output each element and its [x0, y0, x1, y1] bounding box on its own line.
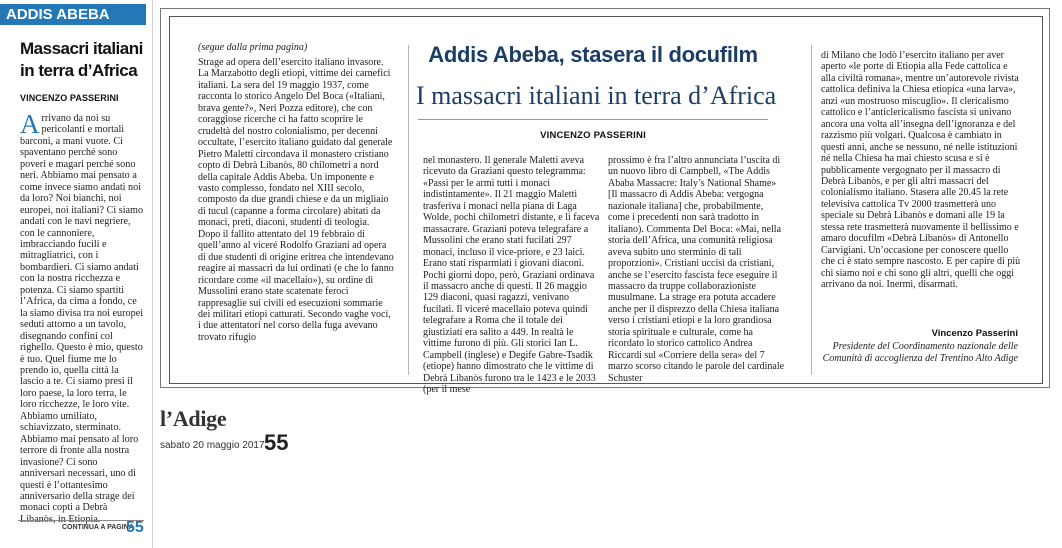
continued-label: (segue dalla prima pagina) [198, 42, 308, 53]
column-divider [408, 45, 409, 375]
article-column-2: nel monastero. Il generale Maletti aveva ricevuto da Graziani questo telegramma: «Passi per le armi tutti i monaci indistintamente». Il 21 maggio Maletti trasferiva i monaci nella piana di Laga Wolde, pochi chilometri distante, e li faceva massacrare. Graziani poteva telegrafare a Mussolini che erano stati fucilati 297 monaci, incluso il vice-priore, e 23 laici. Erano stati risparmiati i giovani diaconi. Pochi giorni dopo, però, Graziani ordinava il massacro anche di questi. Il 26 maggio 129 diaconi, quasi ragazzi, venivano fucilati. Il viceré macellaio poteva quindi telegrafare a Roma che il totale dei giustiziati era salito a 449. In realtà le vittime furono di più. Gli storici Ian L. Campbell (inglese) e Degife Gabre-Tsadik (etiope) hanno dimostrato che le vittime di Debrà Libanòs furono tra le 1423 e le 2033 (per il mese [423, 155, 600, 396]
front-column [0, 0, 153, 548]
signature-role: Presidente del Coordinamento nazionale delle Comunità di accoglienza del Trentino Alto Adige [822, 341, 1018, 364]
article-frame [169, 16, 1043, 396]
continue-page-number[interactable]: 55 [126, 519, 144, 536]
front-body [20, 109, 144, 525]
column-divider [811, 45, 812, 375]
newspaper-masthead: l’Adige [160, 406, 227, 431]
article-kicker: Addis Abeba, stasera il docufilm [428, 42, 758, 67]
front-byline: VINCENZO PASSERINI [20, 93, 119, 103]
article-column-3: prossimo è fra l’altro annunciata l’uscita di un nuovo libro di Campbell, «The Addis Ababa Massacre: Italy’s National Shame» [Il massacro di Addis Abeba: vergogna nazionale italiana] che, probabilmente, come i precedenti non sarà tradotto in italiano). Commenta Del Boca: «Mai, nella storia dell’Africa, una comunità religiosa aveva subito uno sterminio di tali proporzioni». Cristiani uccisi da cristiani, anche se l’esercito fascista fece eseguire il massacro da truppe collaborazioniste musulmane. La strage era potuta accadere anche per il disprezzo della Chiesa italiana verso i cristiani etiopi e la loro grandiosa storia spirituale e culturale, come ha ricordato lo storico cattolico Andrea Riccardi sul «Corriere della sera» del 7 marzo scorso citando le parole del cardinale Schuster [608, 155, 785, 384]
article-byline: VINCENZO PASSERINI [540, 130, 646, 141]
article-headline: I massacri italiani in terra d’Africa [416, 81, 777, 110]
section-label: ADDIS ABEBA [0, 4, 146, 25]
article-column-4: di Milano che lodò l’esercito italiano per aver aperto «le porte di Etiopia alla Fede cattolica e alla civiltà romana», mentre un’autorevole rivista cattolica definiva la Chiesa etiopica «una larva», anzi «un mostruoso miscuglio». Il clericalismo cattolico e l’anticlericalismo fascista si univano ancora una volta all’insegna dell’ignoranza e del razzismo più volgari. Qualcosa è cambiato in questi anni, anche se nessuno, né nelle istituzioni né nella Chiesa ha mai chiesto scusa e si è pubblicamente vergognato per il massacro di Debrà Libanòs, e per gli altri massacri del colonialismo italiano. Stasera alle 20.45 la rete televisiva cattolica Tv 2000 trasmetterà uno speciale su Debrà Libanòs e domani alle 19 la stessa rete trasmetterà nuovamente il bellissimo e amaro docufilm «Debrà Libanòs» di Antonello Carvigiani. Un’occasione per conoscere quello che ci è stato sempre nascosto. E per capire di più chi siamo noi e chi sono gli altri, quelli che oggi arrivano da noi. Inermi, disarmati. [821, 50, 1021, 291]
front-headline: Massacri italiani in terra d’Africa [20, 39, 143, 80]
issue-date: sabato 20 maggio 2017 [160, 440, 265, 451]
page-number: 55 [264, 430, 289, 455]
front-body-text: rrivano da noi su pericolanti e mortali barconi, a mani vuote. Ci spaventano perché sono poveri e magari perché sono neri. Abbiamo mai pensato a come invece siamo andati noi da loro? Noi bianchi, noi europei, noi italiani? Ci siamo andati con le navi negriere, con le cannoniere, imbracciando fucili e mitragliatrici, con i bombardieri. Ci siamo andati con la nostra ricchezza e potenza. Ci siamo spartiti l’Africa, da cima a fondo, ce la siamo divisa tra noi europei seduti attorno a un tavolo, disegnando confini col righello. Questo è mio, questo è tuo. Quel fiume me lo prendo io, quella città la lascio a te. Ci siamo presi il loro paese, la loro terra, le loro ricchezze, le loro vite. Abbiamo umiliato, schiavizzato, sterminato. Abbiamo mai pensato al loro terrore di fronte alla nostra invasione? Ci sono anniversari necessari, uno di questi è l’ottantesimo anniversario della strage dei monaci copti a Debrà [20, 113, 144, 514]
article-box [160, 8, 1050, 396]
headline-divider [418, 119, 768, 120]
signature-name: Vincenzo Passerini [931, 328, 1018, 339]
article-column-1: Strage ad opera dell’esercito italiano invasore. La Marzabotto degli etiopi, vittime dei carnefici italiani. La sera del 19 maggio 1937, come racconta lo storico Angelo Del Boca («Italiani, brava gente?», Neri Pozza editore), che con coraggiose ricerche ci ha fatto scoprire le crudeltà del nostro colonialismo, per decenni occultate, l’esercito italiano guidato dal generale Pietro Maletti circondava il monastero cristiano copto di Debrà Libanòs, 80 chilometri a nord della capitale Addis Abeba. Un imponente e vasto complesso, fondato nel XIII secolo, composto da due grandi chiese e da un migliaio di tucul (capanne a forma circolare) abitati da monaci, preti, diaconi, studenti di teologia. Dopo il fallito attentato del 19 febbraio di quell’anno al viceré Rodolfo Graziani ad opera di due studenti di origine eritrea che intendevano reagire ai massacri da lui ordinati (e che lo fanno ricordare come «il macellaio»), su ordine di Mussolini erano state scatenate feroci rappresaglie sui civili ed esecuzioni sommarie dei militari etiopi catturati. Secondo vaghe voci, i due attentatori nel corso della fuga avevano trovato rifugio [198, 57, 394, 343]
continue-label: CONTINUA A PAGINA [62, 524, 134, 531]
drop-cap: A [20, 109, 40, 139]
